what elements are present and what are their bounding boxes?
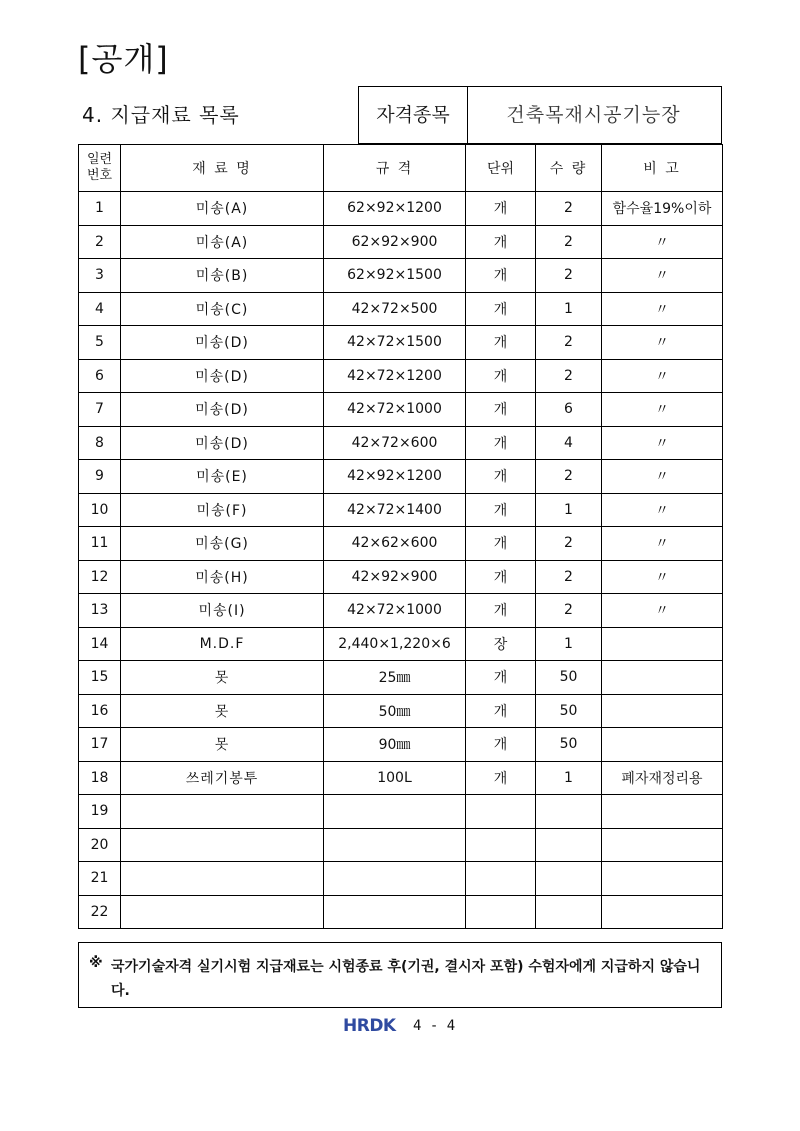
cell-material-name: 쓰레기봉투: [121, 761, 324, 795]
cell-spec: 42×92×1200: [324, 460, 466, 494]
qualification-label: 자격종목: [358, 86, 468, 144]
cell-spec: 62×92×1500: [324, 259, 466, 293]
cell-unit: 개: [466, 292, 536, 326]
cell-quantity: [536, 795, 602, 829]
material-table: [78, 144, 723, 929]
table-row: [79, 627, 723, 661]
cell-spec: 90㎜: [324, 728, 466, 762]
cell-quantity: 2: [536, 326, 602, 360]
cell-unit: 장: [466, 627, 536, 661]
cell-note: [602, 728, 723, 762]
table-row: [79, 359, 723, 393]
cell-quantity: 2: [536, 527, 602, 561]
qualification-value: 건축목재시공기능장: [466, 86, 722, 144]
cell-unit: 개: [466, 426, 536, 460]
table-row: [79, 795, 723, 829]
cell-note: 〃: [602, 326, 723, 360]
cell-unit: 개: [466, 694, 536, 728]
cell-spec: [324, 795, 466, 829]
cell-material-name: 미송(I): [121, 594, 324, 628]
cell-material-name: 미송(A): [121, 225, 324, 259]
cell-note: 함수율19%이하: [602, 192, 723, 226]
cell-unit: [466, 862, 536, 896]
cell-material-name: 미송(D): [121, 393, 324, 427]
table-row: [79, 661, 723, 695]
cell-spec: 42×72×600: [324, 426, 466, 460]
cell-serial-number: 20: [79, 828, 121, 862]
cell-unit: 개: [466, 527, 536, 561]
cell-note: 〃: [602, 225, 723, 259]
disclosure-badge: [공개]: [78, 40, 169, 78]
cell-serial-number: 3: [79, 259, 121, 293]
cell-note: [602, 862, 723, 896]
cell-serial-number: 15: [79, 661, 121, 695]
cell-unit: 개: [466, 493, 536, 527]
cell-serial-number: 12: [79, 560, 121, 594]
table-row: [79, 761, 723, 795]
header-serial-number: 일련 번호: [79, 145, 121, 192]
cell-serial-number: 7: [79, 393, 121, 427]
cell-note: 〃: [602, 493, 723, 527]
section-title: 4. 지급재료 목록: [82, 103, 240, 127]
cell-quantity: 1: [536, 292, 602, 326]
table-body: [79, 192, 723, 929]
cell-material-name: 미송(H): [121, 560, 324, 594]
cell-serial-number: 10: [79, 493, 121, 527]
cell-material-name: 못: [121, 694, 324, 728]
cell-quantity: 50: [536, 728, 602, 762]
footnote-box: [78, 942, 722, 1008]
cell-material-name: 미송(E): [121, 460, 324, 494]
cell-quantity: 1: [536, 761, 602, 795]
table-row: [79, 192, 723, 226]
cell-note: 〃: [602, 359, 723, 393]
cell-quantity: 1: [536, 493, 602, 527]
cell-spec: 42×72×1000: [324, 594, 466, 628]
header-material-name: 재 료 명: [121, 145, 324, 192]
cell-material-name: [121, 828, 324, 862]
footnote-text: 국가기술자격 실기시험 지급재료는 시험종료 후(기권, 결시자 포함) 수험자에게 지급하지 않습니다.: [111, 959, 701, 999]
cell-spec: 42×72×1200: [324, 359, 466, 393]
cell-material-name: [121, 862, 324, 896]
cell-quantity: 2: [536, 192, 602, 226]
cell-note: 〃: [602, 460, 723, 494]
cell-material-name: 미송(C): [121, 292, 324, 326]
cell-quantity: [536, 828, 602, 862]
table-row: [79, 259, 723, 293]
hrdk-logo: HRDK: [343, 1016, 396, 1036]
cell-material-name: 못: [121, 661, 324, 695]
cell-note: 〃: [602, 527, 723, 561]
cell-serial-number: 18: [79, 761, 121, 795]
cell-material-name: M.D.F: [121, 627, 324, 661]
cell-quantity: 2: [536, 225, 602, 259]
cell-serial-number: 8: [79, 426, 121, 460]
cell-serial-number: 14: [79, 627, 121, 661]
cell-quantity: 2: [536, 560, 602, 594]
cell-note: 〃: [602, 259, 723, 293]
cell-serial-number: 6: [79, 359, 121, 393]
cell-spec: 62×92×1200: [324, 192, 466, 226]
table-row: [79, 527, 723, 561]
cell-note: 〃: [602, 292, 723, 326]
cell-quantity: 2: [536, 460, 602, 494]
cell-note: 〃: [602, 560, 723, 594]
cell-note: 폐자재정리용: [602, 761, 723, 795]
cell-spec: 42×72×1400: [324, 493, 466, 527]
cell-serial-number: 13: [79, 594, 121, 628]
cell-serial-number: 19: [79, 795, 121, 829]
table-row: [79, 292, 723, 326]
cell-spec: [324, 828, 466, 862]
cell-quantity: 6: [536, 393, 602, 427]
cell-note: 〃: [602, 594, 723, 628]
cell-material-name: 미송(D): [121, 326, 324, 360]
table-row: [79, 426, 723, 460]
table-row: [79, 728, 723, 762]
table-row: [79, 594, 723, 628]
cell-quantity: 2: [536, 359, 602, 393]
cell-note: 〃: [602, 393, 723, 427]
table-row: [79, 560, 723, 594]
cell-unit: [466, 895, 536, 929]
cell-unit: 개: [466, 728, 536, 762]
cell-material-name: 미송(D): [121, 359, 324, 393]
cell-note: [602, 828, 723, 862]
table-row: [79, 895, 723, 929]
cell-quantity: 1: [536, 627, 602, 661]
table-row: [79, 225, 723, 259]
cell-note: [602, 795, 723, 829]
cell-unit: 개: [466, 259, 536, 293]
cell-serial-number: 9: [79, 460, 121, 494]
cell-serial-number: 4: [79, 292, 121, 326]
cell-unit: 개: [466, 192, 536, 226]
cell-unit: 개: [466, 661, 536, 695]
cell-spec: 42×92×900: [324, 560, 466, 594]
cell-unit: 개: [466, 594, 536, 628]
cell-spec: [324, 862, 466, 896]
cell-quantity: [536, 895, 602, 929]
table-row: [79, 326, 723, 360]
header-quantity: 수 량: [536, 145, 602, 192]
cell-material-name: 미송(A): [121, 192, 324, 226]
cell-material-name: 미송(B): [121, 259, 324, 293]
table-row: [79, 460, 723, 494]
header-note: 비 고: [602, 145, 723, 192]
cell-quantity: 2: [536, 594, 602, 628]
note-symbol: ※: [89, 955, 103, 971]
cell-material-name: [121, 795, 324, 829]
cell-quantity: 50: [536, 661, 602, 695]
cell-quantity: 4: [536, 426, 602, 460]
cell-quantity: 50: [536, 694, 602, 728]
table-row: [79, 493, 723, 527]
cell-unit: 개: [466, 460, 536, 494]
document-header: [78, 86, 722, 144]
cell-spec: 42×72×500: [324, 292, 466, 326]
cell-serial-number: 22: [79, 895, 121, 929]
cell-serial-number: 11: [79, 527, 121, 561]
cell-note: [602, 694, 723, 728]
cell-serial-number: 2: [79, 225, 121, 259]
table-row: [79, 828, 723, 862]
cell-note: [602, 895, 723, 929]
cell-note: 〃: [602, 426, 723, 460]
cell-material-name: 미송(F): [121, 493, 324, 527]
cell-serial-number: 21: [79, 862, 121, 896]
cell-material-name: [121, 895, 324, 929]
cell-serial-number: 17: [79, 728, 121, 762]
cell-quantity: [536, 862, 602, 896]
cell-unit: [466, 795, 536, 829]
table-row: [79, 393, 723, 427]
cell-serial-number: 5: [79, 326, 121, 360]
cell-spec: 62×92×900: [324, 225, 466, 259]
table-header-row: [79, 145, 723, 192]
cell-unit: 개: [466, 761, 536, 795]
cell-unit: 개: [466, 393, 536, 427]
cell-unit: 개: [466, 560, 536, 594]
cell-note: [602, 661, 723, 695]
header-spec: 규 격: [324, 145, 466, 192]
cell-spec: 50㎜: [324, 694, 466, 728]
header-unit: 단위: [466, 145, 536, 192]
cell-spec: 100L: [324, 761, 466, 795]
page-number: 4 - 4: [413, 1018, 456, 1034]
cell-serial-number: 16: [79, 694, 121, 728]
cell-spec: 25㎜: [324, 661, 466, 695]
cell-unit: 개: [466, 326, 536, 360]
cell-unit: 개: [466, 225, 536, 259]
cell-unit: 개: [466, 359, 536, 393]
table-row: [79, 862, 723, 896]
cell-spec: [324, 895, 466, 929]
cell-spec: 42×72×1500: [324, 326, 466, 360]
cell-material-name: 미송(G): [121, 527, 324, 561]
cell-note: [602, 627, 723, 661]
cell-unit: [466, 828, 536, 862]
cell-spec: 42×62×600: [324, 527, 466, 561]
cell-serial-number: 1: [79, 192, 121, 226]
cell-spec: 2,440×1,220×6: [324, 627, 466, 661]
cell-spec: 42×72×1000: [324, 393, 466, 427]
cell-quantity: 2: [536, 259, 602, 293]
cell-material-name: 못: [121, 728, 324, 762]
cell-material-name: 미송(D): [121, 426, 324, 460]
table-row: [79, 694, 723, 728]
